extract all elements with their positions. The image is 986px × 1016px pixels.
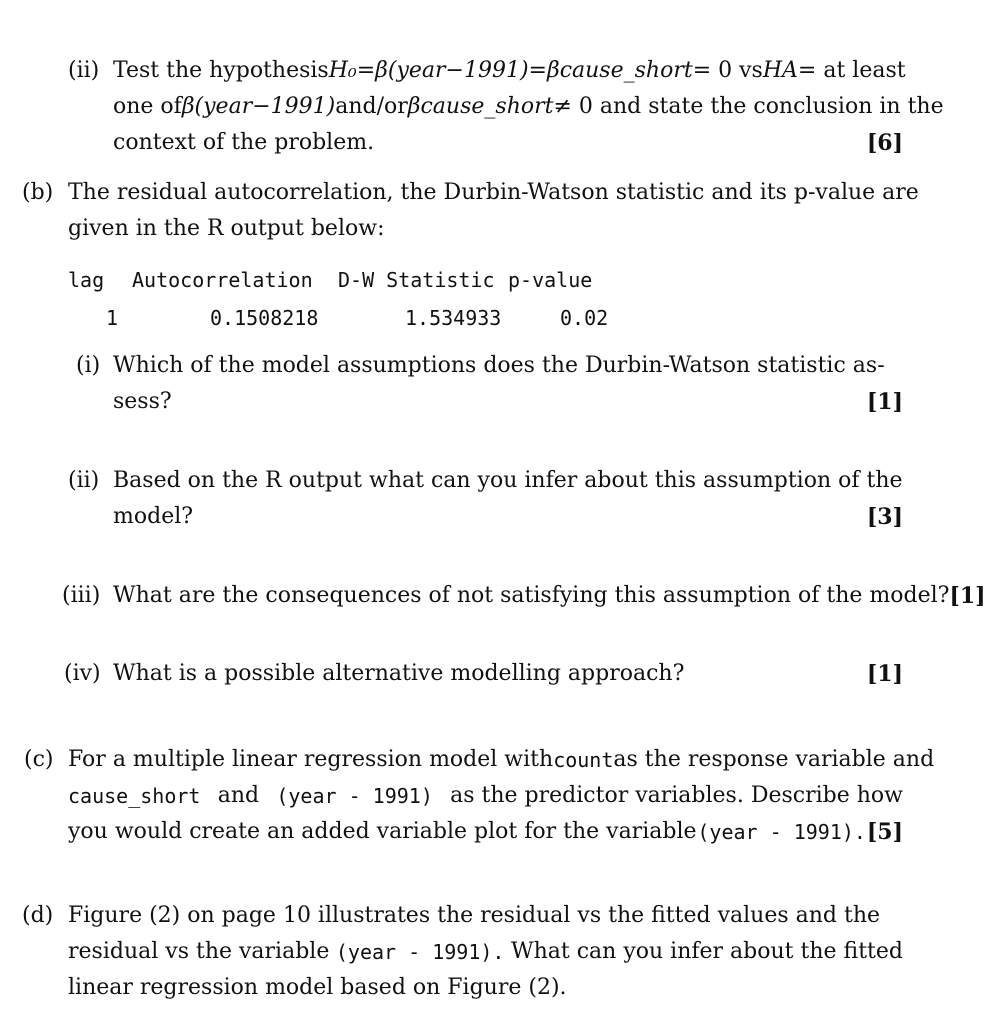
question-b-i [113, 348, 903, 420]
b-line1: The residual autocorrelation, the Durbin-Watson statistic and its p-value are [68, 180, 919, 205]
b-iii-marks: [1] [949, 583, 986, 609]
d-line2-b: What can you infer about the fitted [511, 939, 903, 964]
table-header-pvalue: p-value [508, 268, 593, 292]
question-a-ii [113, 53, 944, 161]
beta-cause-symbol-2: βcause_short [407, 94, 554, 119]
d-line2-a: residual vs the variable [68, 939, 330, 964]
a-ii-line2-andor: and/or [335, 94, 408, 119]
ha-symbol: HA [762, 58, 798, 83]
table-header-lag: lag [68, 268, 105, 292]
c-line1-b: as the response variable and [613, 747, 935, 772]
c-line2-b: as the predictor variables. Describe how [450, 783, 903, 808]
a-ii-line2-end: ≠ 0 and state the conclusion in the [553, 94, 944, 119]
b-ii-line1: Based on the R output what can you infer about this assumption of the [113, 468, 903, 493]
a-ii-marks: [6] [866, 130, 903, 156]
c-line3-a: you would create an added variable plot for the variable [68, 819, 697, 844]
c-code-year: (year - 1991) [276, 784, 433, 808]
c-line2-a: and [217, 783, 260, 808]
beta-year-symbol: β(year−1991) [375, 58, 529, 83]
b-i-line2: sess? [113, 389, 172, 414]
b-iv-line1: What is a possible alternative modelling approach? [113, 661, 685, 686]
b-i-line1: Which of the model assumptions does the Durbin-Watson statistic as- [113, 353, 885, 378]
question-a-ii-label: (ii) [68, 58, 100, 83]
d-line1: Figure (2) on page 10 illustrates the residual vs the fitted values and the [68, 903, 881, 928]
beta-year-symbol-2: β(year−1991) [181, 94, 336, 119]
a-ii-line3: context of the problem. [113, 130, 375, 155]
question-b-iv-label: (iv) [64, 661, 101, 686]
r-output-table [68, 268, 628, 328]
equals-sign: = [356, 58, 376, 83]
b-iii-line1: What are the consequences of not satisfying this assumption of the model? [113, 583, 950, 608]
a-ii-line2-start: one of [113, 94, 182, 119]
c-line1-a: For a multiple linear regression model with [68, 747, 554, 772]
question-b-ii-label: (ii) [68, 468, 100, 493]
question-b-iii-label: (iii) [62, 583, 101, 608]
a-ii-line1-text: Test the hypothesis [113, 58, 329, 83]
d-code-year: (year - 1991). [335, 940, 505, 964]
table-cell-autocorrelation: 0.1508218 [210, 306, 319, 330]
b-ii-line2: model? [113, 504, 194, 529]
c-code-count: count [553, 748, 614, 772]
b-i-marks: [1] [866, 389, 903, 415]
question-d-label: (d) [22, 903, 54, 928]
b-iv-marks: [1] [866, 661, 903, 687]
table-header-autocorrelation: Autocorrelation [132, 268, 313, 292]
c-marks: [5] [866, 819, 903, 845]
question-b-i-label: (i) [76, 353, 101, 378]
question-b [68, 175, 919, 247]
question-c-label: (c) [24, 747, 54, 772]
table-cell-pvalue: 0.02 [560, 306, 609, 330]
equals-sign-2: = [528, 58, 547, 83]
question-c [68, 742, 935, 850]
table-header-dw: D-W Statistic [338, 268, 495, 292]
table-cell-dw: 1.534933 [405, 306, 502, 330]
question-b-iv [113, 656, 903, 692]
d-line3: linear regression model based on Figure (2). [68, 975, 567, 1000]
eq-zero-vs: = 0 vs [692, 58, 763, 83]
b-line2: given in the R output below: [68, 216, 385, 241]
a-ii-line1-end: = at least [797, 58, 906, 83]
beta-cause-symbol: βcause_short [546, 58, 693, 83]
c-code-year-2: (year - 1991). [697, 820, 866, 844]
question-d [68, 898, 903, 1006]
b-ii-marks: [3] [866, 504, 903, 530]
h0-symbol: H₀ [328, 58, 357, 83]
question-b-iii [113, 578, 986, 614]
question-b-label: (b) [22, 180, 54, 205]
question-b-ii [113, 463, 903, 535]
table-cell-lag: 1 [106, 306, 119, 330]
c-code-cause-short: cause_short [68, 784, 201, 808]
